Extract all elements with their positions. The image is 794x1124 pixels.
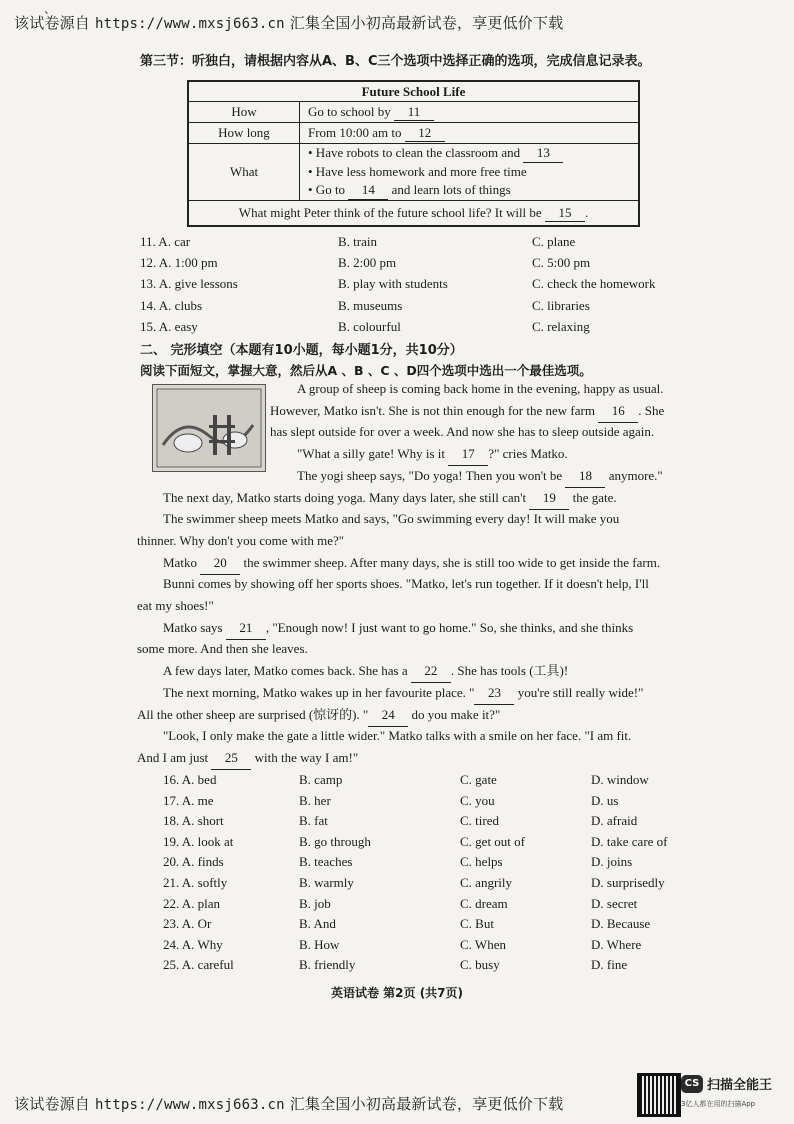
option-item: 15. A. easy [140,318,198,334]
banner-url[interactable]: https://www.mxsj663.cn [94,16,285,32]
answer-blank: 11 [394,104,434,121]
option-item: C. tired [460,813,499,829]
option-item: B. go through [299,833,371,849]
info-record-table [187,80,640,227]
cloze-blank: 17 [448,443,488,466]
scanner-logo-icon: CS [681,1075,703,1093]
cloze-blank: 20 [200,552,240,575]
option-item: C. you [460,792,495,808]
table-row [188,123,639,144]
option-item: D. afraid [591,813,638,829]
option-item: C. plane [532,234,576,249]
option-item: C. 5:00 pm [532,255,591,271]
passage-line: Bunni comes by showing off her sports shoes. "Matko, let's run together. If it doesn't help, I'll [163,576,649,592]
banner-prefix: 该试卷源自 [14,14,91,32]
table-last-row: What might Peter think of the future school life? It will be 15 . [188,201,639,227]
option-item: 16. A. bed [163,772,217,787]
option-item: C. gate [460,772,497,787]
cloze-blank: 19 [529,487,569,510]
option-item: B. colourful [338,318,401,334]
cloze-blank: 18 [565,465,605,488]
option-item: D. surprisedly [591,875,665,890]
option-item: C. But [460,916,494,932]
option-item: C. relaxing [532,318,590,334]
option-item: B. fat [299,813,328,829]
answer-blank: 15 [545,205,585,222]
option-item: 13. A. give lessons [140,276,238,292]
option-item: 24. A. Why [163,936,223,952]
option-item: C. dream [460,895,508,911]
row-label: What [188,144,300,201]
cloze-blank: 16 [598,400,638,423]
option-item: 18. A. short [163,813,224,829]
option-item: B. museums [338,297,403,313]
section3-heading: 第三节：听独白，请根据内容从A、B、C三个选项中选择正确的选项，完成信息记录表。 [140,54,651,69]
option-item: 22. A. plan [163,895,221,911]
option-item: B. job [299,895,331,911]
banner-suffix: 汇集全国小初高最新试卷，享更低价下载 [289,1095,564,1113]
passage-line: A few days later, Matko comes back. She has a 22 . She has tools (工具)! [163,660,568,683]
option-item: C. busy [460,957,500,973]
option-item: 14. A. clubs [140,297,203,313]
option-item: B. warmly [299,875,354,890]
section2-heading: 二、 完形填空（本题有10小题，每小题1分，共10分） [140,343,463,358]
answer-blank: 12 [405,125,445,142]
option-item: 11. A. car [140,234,191,249]
answer-blank: 13 [523,144,563,163]
cloze-blank: 21 [226,617,266,640]
cloze-blank: 24 [368,704,408,727]
option-item: D. joins [591,854,633,870]
row-content: From 10:00 am to 12 [300,123,640,144]
option-item: D. secret [591,895,638,911]
row-content: • Have robots to clean the classroom and 13 • Have less homework and more free time • Go to 14 and learn lots of things [300,144,640,201]
passage-line: "Look, I only make the gate a little wider." Matko talks with a smile on her face. "I am fit. [163,728,632,744]
cloze-blank: 25 [211,747,251,770]
cloze-blank: 22 [411,660,451,683]
option-item: 23. A. Or [163,916,212,932]
option-item: D. Where [591,936,642,952]
option-item: C. helps [460,854,503,870]
option-item: B. And [299,916,336,932]
passage-line: The swimmer sheep meets Matko and says, "Go swimming every day! It will make you [163,511,620,527]
option-item: 21. A. softly [163,875,228,890]
passage-line: eat my shoes!" [137,598,214,613]
passage-line: The next day, Matko starts doing yoga. Many days later, she still can't 19 the gate. [163,487,617,510]
passage-line: some more. And then she leaves. [137,641,308,657]
source-banner-top [14,12,563,33]
row-label: How [188,102,300,123]
option-item: D. take care of [591,833,668,849]
option-item: D. window [591,772,649,787]
table-row [188,144,639,201]
passage-line: has slept outside for over a week. And now she has to sleep outside again. [270,424,655,440]
option-item: B. play with students [338,276,448,292]
passage-line: Matko 20 the swimmer sheep. After many days, she is still too wide to get inside the farm. [163,552,660,575]
passage-line: All the other sheep are surprised (惊讶的). " 24 do you make it?" [137,704,500,727]
page-footer: 英语试卷 第2页 (共7页) [330,986,464,1000]
passage-line: Matko says 21 , "Enough now! I just want to go home." So, she thinks, and she thinks [163,617,633,640]
option-item: C. libraries [532,297,590,313]
table-row [188,102,639,123]
option-item: C. angrily [460,875,512,890]
passage-line: The next morning, Matko wakes up in her favourite place. " 23 you're still really wide!" [163,682,643,705]
scanner-tagline: 3亿人都在用的扫描App [681,1100,756,1108]
passage-line: And I am just 25 with the way I am!" [137,747,358,770]
table-title: Future School Life [188,81,639,102]
option-item: B. teaches [299,854,353,870]
option-item: 19. A. look at [163,833,234,849]
option-item: C. check the homework [532,276,656,292]
banner-prefix: 该试卷源自 [14,1095,91,1113]
option-item: 17. A. me [163,792,214,808]
option-item: B. her [299,792,331,808]
banner-url[interactable]: https://www.mxsj663.cn [94,1097,285,1113]
option-item: 12. A. 1:00 pm [140,255,218,271]
section2-instruction: 阅读下面短文，掌握大意，然后从A 、B 、C 、D四个选项中选出一个最佳选项。 [140,363,592,378]
passage-line: The yogi sheep says, "Do yoga! Then you won't be 18 anymore." [297,465,663,488]
option-item: B. camp [299,772,343,787]
option-item: D. us [591,792,619,808]
cloze-blank: 23 [474,682,514,705]
option-item: C. When [460,936,506,952]
row-content: Go to school by 11 [300,102,640,123]
option-item: B. How [299,936,340,952]
passage-line: "What a silly gate! Why is it 17 ?" cries Matko. [297,443,568,466]
option-item: D. fine [591,957,628,973]
option-item: 25. A. careful [163,957,234,973]
option-item: C. get out of [460,833,525,849]
answer-blank: 14 [348,181,388,200]
banner-suffix: 汇集全国小初高最新试卷，享更低价下载 [289,14,564,32]
passage-line: However, Matko isn't. She is not thin enough for the new farm 16 . She [270,400,664,423]
passage-line: A group of sheep is coming back home in the evening, happy as usual. [297,381,664,396]
sheep-illustration [152,384,266,472]
option-item: D. Because [591,916,651,932]
corner-mark: 、 [44,2,57,16]
row-label: How long [188,123,300,144]
passage-line: thinner. Why don't you come with me?" [137,532,345,548]
source-banner-bottom [14,1093,563,1114]
scanner-app-name: 扫描全能王 [707,1078,773,1093]
option-item: B. friendly [299,957,356,973]
option-item: B. train [338,234,377,249]
qr-code-icon [637,1073,681,1117]
option-item: 20. A. finds [163,854,224,870]
option-item: B. 2:00 pm [338,255,397,271]
